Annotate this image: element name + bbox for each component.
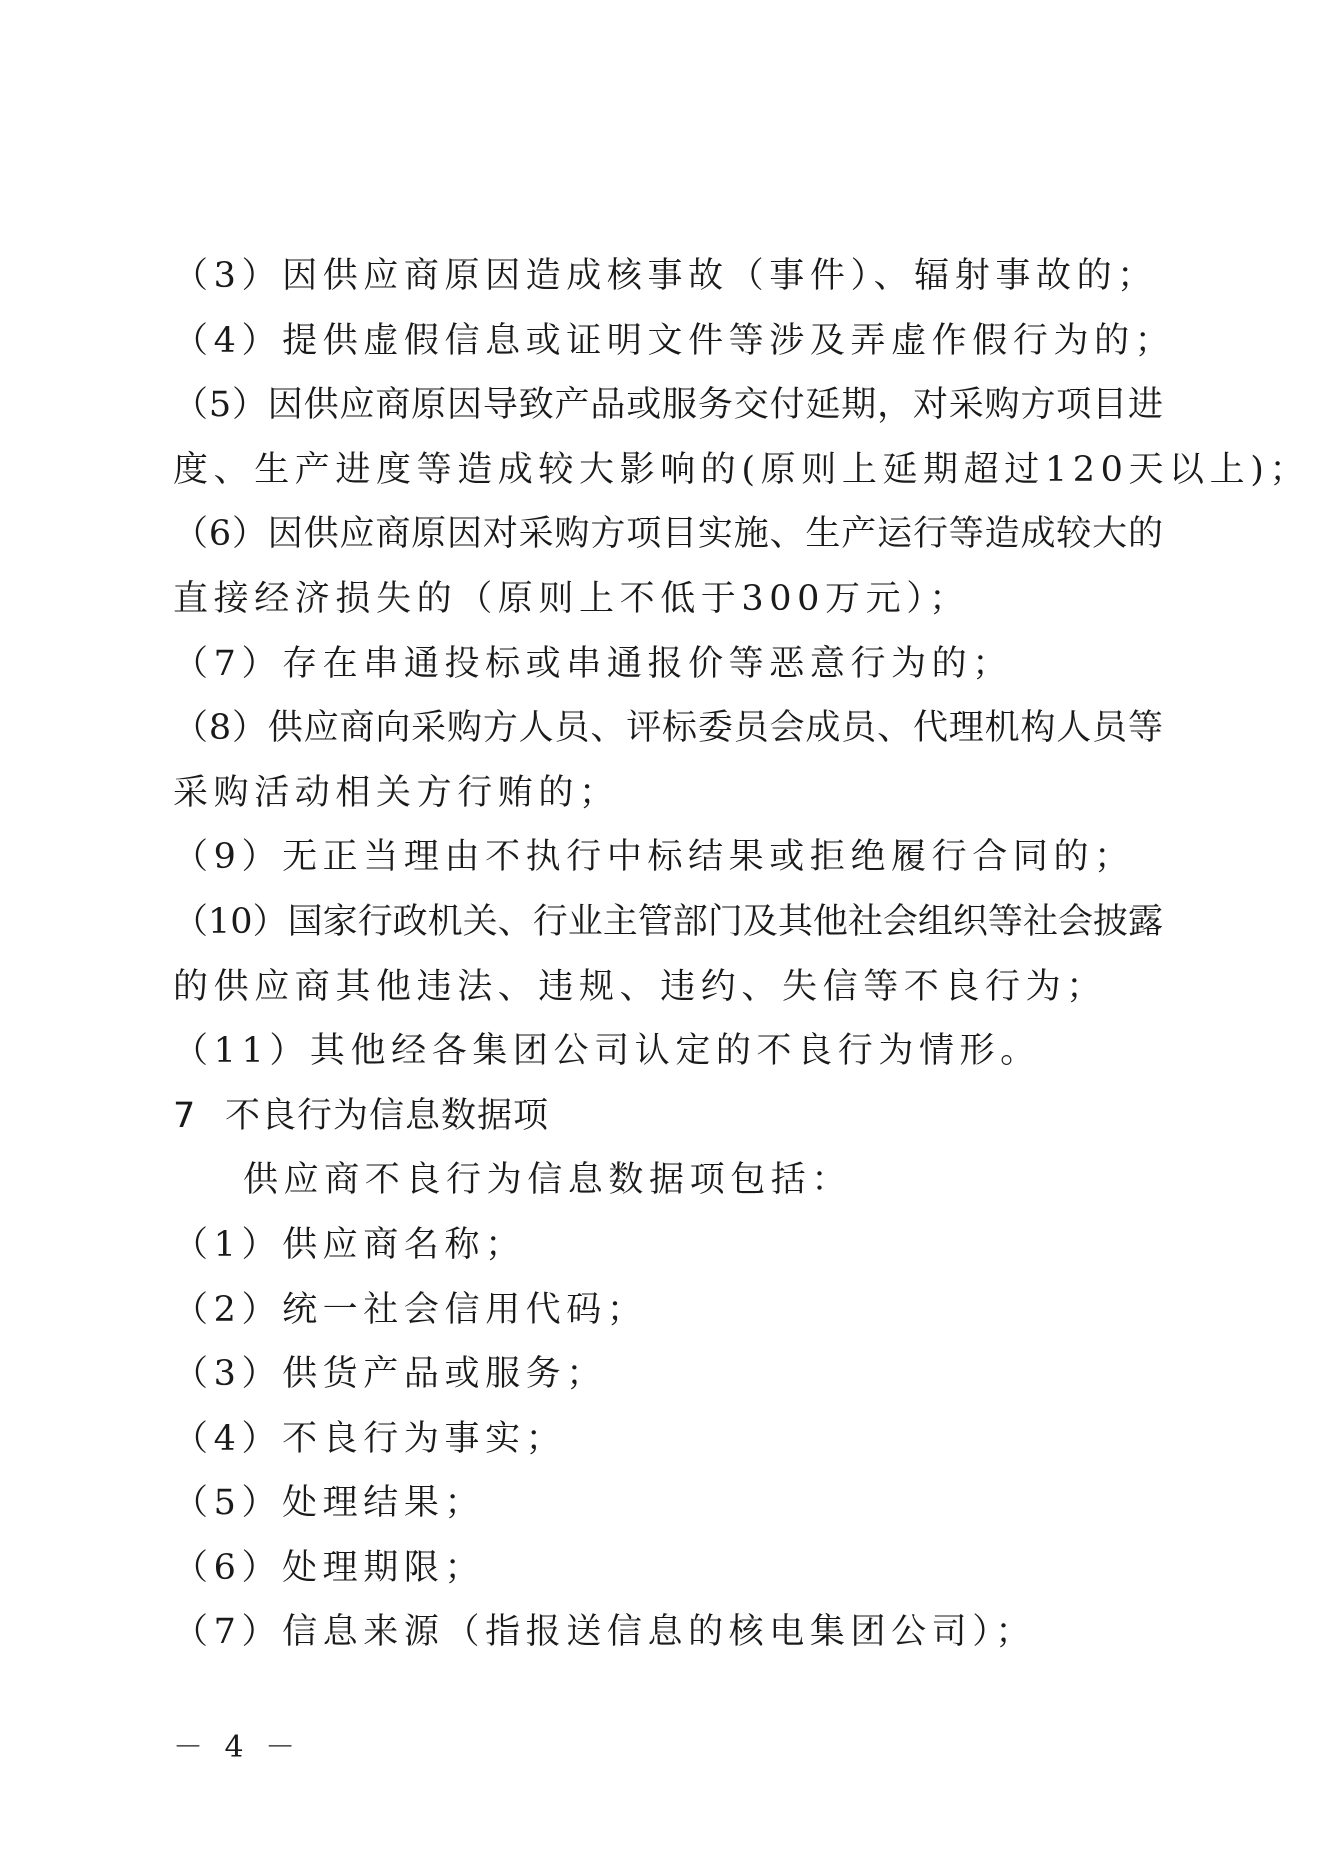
criteria-line: （8）供应商向采购方人员、评标委员会成员、代理机构人员等 — [173, 708, 1163, 749]
data-item: （4）不良行为事实； — [173, 1418, 567, 1459]
data-item: （6）处理期限； — [173, 1547, 486, 1588]
data-item: （5）处理结果； — [173, 1483, 486, 1524]
criteria-line: 的供应商其他违法、违规、违约、失信等不良行为； — [173, 966, 1107, 1007]
criteria-line: （3）因供应商原因造成核事故（事件）、辐射事故的； — [173, 256, 1158, 296]
criteria-line: （10）国家行政机关、行业主管部门及其他社会组织等社会披露 — [173, 901, 1163, 942]
data-item: （1）供应商名称； — [173, 1224, 526, 1265]
criteria-line: （9）无正当理由不执行中标结果或拒绝履行合同的； — [173, 837, 1135, 878]
criteria-line: （7）存在串通投标或串通报价等恶意行为的； — [173, 643, 1013, 684]
data-item: （2）统一社会信用代码； — [173, 1289, 648, 1330]
data-item: （3）供货产品或服务； — [173, 1354, 607, 1395]
criteria-line: 度、生产进度等造成较大影响的(原则上延期超过120天以上)； — [173, 449, 1311, 490]
section-number: 7 — [173, 1095, 197, 1136]
criteria-line: （11）其他经各集团公司认定的不良行为情形。 — [173, 1031, 1041, 1072]
data-item: （7）信息来源（指报送信息的核电集团公司）； — [173, 1612, 1036, 1653]
page-body — [173, 244, 1311, 1665]
criteria-line: （5）因供应商原因导致产品或服务交付延期，对采购方项目进 — [173, 385, 1163, 426]
criteria-line: 直接经济损失的（原则上不低于300万元）； — [173, 578, 970, 619]
criteria-line: （4）提供虚假信息或证明文件等涉及弄虚作假行为的； — [173, 320, 1176, 361]
section-intro: 供应商不良行为信息数据项包括： — [243, 1160, 853, 1201]
page-number: － 4 － — [173, 1730, 302, 1765]
criteria-line: （6）因供应商原因对采购方项目实施、生产运行等造成较大的 — [173, 514, 1163, 555]
criteria-line: 采购活动相关方行贿的； — [173, 772, 620, 813]
section-title: 不良行为信息数据项 — [225, 1095, 550, 1136]
section-heading — [173, 1084, 1163, 1149]
